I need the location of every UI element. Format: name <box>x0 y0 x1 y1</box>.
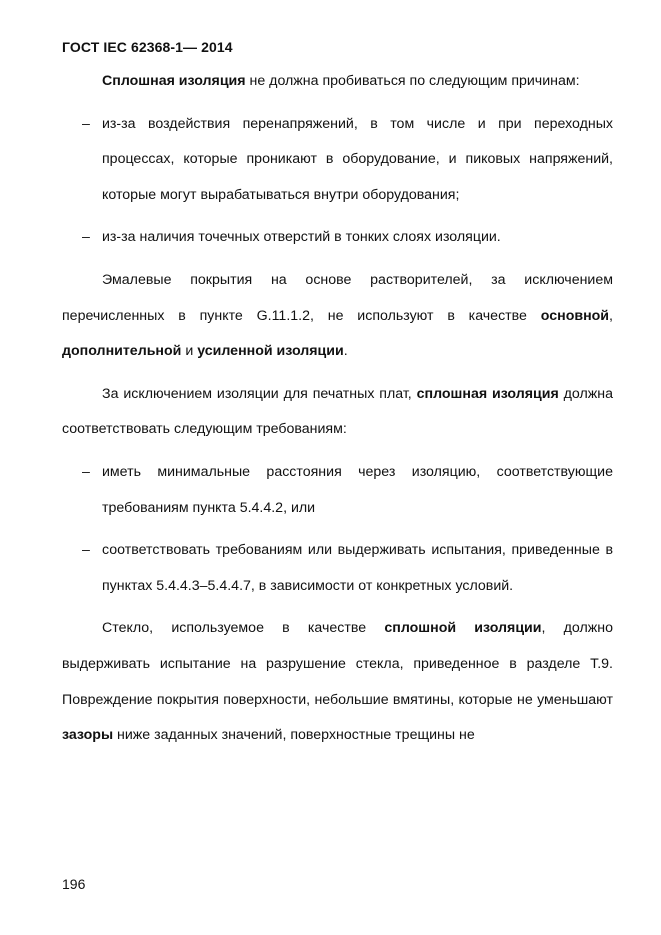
paragraph-text: должна соответствовать следующим требованиям: <box>62 385 614 438</box>
list-item-text: из-за наличия точечных отверстий в тонких слоях изоляции. <box>102 229 501 246</box>
paragraph-glass <box>62 611 613 753</box>
page-number: 196 <box>62 876 86 892</box>
list-item-text: иметь минимальные расстояния через изоляцию, соответствующие требованиям пункта 5.4.4.2, или <box>102 463 613 516</box>
paragraph-text: Эмалевые покрытия на основе растворителей, за исключением перечисленных в пункте G.11.1.2, не используют в качестве <box>62 271 613 324</box>
list-item-text: соответствовать требованиям или выдерживать испытания, приведенные в пунктах 5.4.4.3–5.4.4.7, в зависимости от конкретных условий. <box>102 542 613 594</box>
dash-bullet: – <box>82 115 90 132</box>
term-basic: основной <box>540 307 610 324</box>
term-clearances: зазоры <box>62 727 114 744</box>
paragraph-text: и <box>181 343 198 360</box>
paragraph-text: За исключением изоляции для печатных плат, <box>102 385 417 402</box>
term-reinforced-insulation: усиленной изоляции <box>197 343 344 360</box>
paragraph-enamel-coatings <box>62 263 613 370</box>
list-item-text: из-за воздействия перенапряжений, в том числе и при переходных процессах, которые проникают в оборудование, и пиковых напряжений, которые могут вырабатываться внутри оборудования; <box>102 115 613 203</box>
term-solid-insulation: сплошной изоляции <box>384 620 542 637</box>
paragraph-text: ниже заданных значений, поверхностные трещины не <box>113 727 475 744</box>
paragraph-requirements <box>62 377 613 448</box>
paragraph-solid-insulation-breakdown <box>62 64 613 100</box>
dash-bullet: – <box>82 463 90 480</box>
paragraph-text: . <box>343 343 348 360</box>
paragraph-text: не должна пробиваться по следующим причинам: <box>245 73 580 89</box>
list-item <box>62 455 613 526</box>
paragraph-text: , должно выдерживать испытание на разрушение стекла, приведенное в разделе Т.9. Повреждение покрытия поверхности, небольшие вмятины, которые не уменьшают <box>62 620 613 708</box>
list-item <box>62 107 613 214</box>
term-supplementary: дополнительной <box>62 343 182 360</box>
paragraph-text: Стекло, используемое в качестве <box>102 620 385 637</box>
list-item <box>62 533 613 604</box>
dash-bullet: – <box>82 229 90 246</box>
document-header: ГОСТ IEC 62368-1— 2014 <box>62 39 233 55</box>
dash-bullet: – <box>82 542 90 559</box>
term-solid-insulation: сплошная изоляция <box>416 385 559 402</box>
list-item <box>62 220 613 256</box>
term-solid-insulation: Сплошная изоляция <box>102 73 246 89</box>
document-body <box>62 64 613 754</box>
paragraph-text: , <box>609 307 613 324</box>
